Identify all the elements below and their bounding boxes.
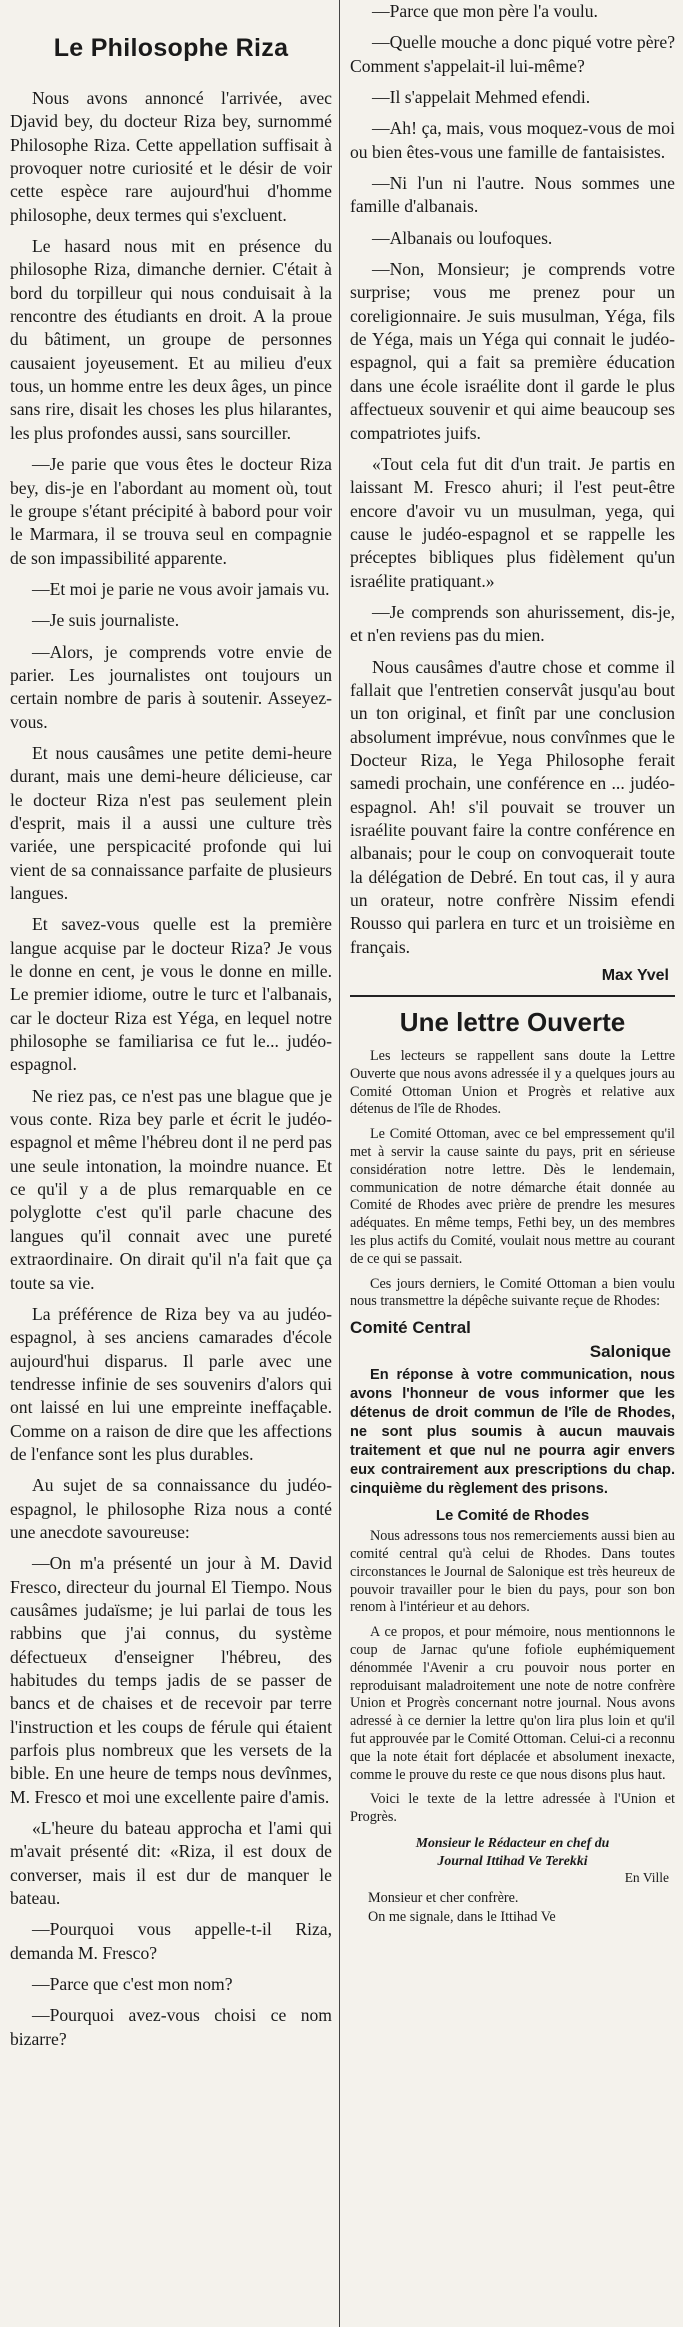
paragraph: —On m'a présenté un jour à M. David Fresco, directeur du journal El Tiempo. Nous causâmes judaïsme; je lui parlai de tous les rabbins que j'ai connus, du système défectueux d'enseigner l'hébreu, des habitudes du temps jadis de se passer de bancs et de chaises et de recevoir par terre l'instruction et les coups de férule qui étaient parfois plus nombreux que les versets de la bible. En une heure de temps nous devînmes, M. Fresco et moi une excellente paire d'amis. bbox=[10, 1553, 332, 1807]
letter-salutation: Monsieur et cher confrère. bbox=[368, 1889, 519, 1906]
paragraph: —Quelle mouche a donc piqué votre père? Comment s'appelait-il lui-même? bbox=[350, 32, 675, 76]
author-signature: Max Yvel bbox=[601, 967, 669, 985]
telegram-signature: Le Comité de Rhodes bbox=[435, 1507, 590, 1525]
paragraph: Les lecteurs se rappellent sans doute la Lettre Ouverte que nous avons adressée il y a quelques jours au Comité Ottoman Union et Progrès et relative aux détenus de l'île de Rhodes. bbox=[350, 1048, 675, 1118]
paragraph: —Je parie que vous êtes le docteur Riza bey, dis-je en l'abordant au moment où, tout le groupe s'étant précipité à babord pour voir le Marmara, il se trouva seul en compagnie de son impassibilité apparente. bbox=[10, 454, 332, 568]
paragraph: A ce propos, et pour mémoire, nous mentionnons le coup de Jarnac qu'une fofiole euphémiquement dénommée l'Avenir a cru pouvoir nous porter en reproduisant maladroitement une note de notre confrère Union et Progrès concernant notre journal. Nous avons adressé à ce dernier la lettre qu'on lira plus loin et qu'il fut approuvée par le Comité Ottoman. Celui-ci a reconnu que la note était fort déplacée et absolument inexacte, comme le prouve du reste ce que nous disons plus haut. bbox=[350, 1624, 675, 1783]
paragraph: —Pourquoi avez-vous choisi ce nom bizarre? bbox=[10, 2005, 332, 2049]
letter-address-place: En Ville bbox=[624, 1869, 669, 1885]
section-rule bbox=[350, 995, 675, 997]
paragraph: —Il s'appelait Mehmed efendi. bbox=[372, 87, 591, 108]
paragraph: Ces jours derniers, le Comité Ottoman a bien voulu nous transmettre la dépêche suivante reçue de Rhodes: bbox=[350, 1275, 675, 1310]
paragraph: Nous adressons tous nos remerciements aussi bien au comité central qu'à celui de Rhodes. Dans toutes circonstances le Journal de Salonique est très heureux de pouvoir travailler pour le bien du pays, pour son bon renom à l'intérieur et au dehors. bbox=[350, 1528, 675, 1616]
telegram-place: Salonique bbox=[589, 1342, 671, 1362]
paragraph: Voici le texte de la lettre adressée à l'Union et Progrès. bbox=[350, 1791, 675, 1826]
paragraph: —Albanais ou loufoques. bbox=[372, 227, 553, 248]
paragraph: La préférence de Riza bey va au judéo-espagnol, à ses anciens camarades d'école aujourd'hui disparus. Il parle avec une tendresse infinie de ses souvenirs d'alors qui ont laissé en lui une empreinte ineffaçable. Comme on a raison de dire que les affections de l'enfance sont les plus durables. bbox=[10, 1303, 332, 1464]
paragraph: Au sujet de sa connaissance du judéo-espagnol, le philosophe Riza nous a conté une anecdote savoureuse: bbox=[10, 1475, 332, 1542]
paragraph: —Parce que mon père l'a voulu. bbox=[372, 1, 598, 21]
letter-address-line: Journal Ittihad Ve Terekki bbox=[437, 1852, 588, 1868]
paragraph: «L'heure du bateau approcha et l'ami qui m'avait présenté dit: «Riza, il est doux de converser, mais il est dur de manquer le bateau. bbox=[10, 1818, 332, 1909]
column-divider bbox=[339, 0, 340, 2327]
paragraph: Ne riez pas, ce n'est pas une blague que je vous conte. Riza bey parle et écrit le judéo-espagnol et même l'hébreu dont il ne perd pas une seule intonation, la moindre nuance. Et ce qu'il y a de plus remarquable en ce polyglotte c'est qu'il parle chacune des langues qu'il connait avec une pureté extraordinaire. On dirait qu'il n'a fait que ça toute sa vie. bbox=[10, 1085, 332, 1293]
paragraph: —Alors, je comprends votre envie de parier. Les journalistes ont toujours un certain nombre de paris à soutenir. Asseyez-vous. bbox=[10, 641, 332, 732]
paragraph: «Tout cela fut dit d'un trait. Je partis en laissant M. Fresco ahuri; il l'est peut-être encore d'avoir vu un musulman, yega, qui cause le judéo-espagnol et se rappelle les préceptes bibliques plus fidèlement qu'un israélite pratiquant.» bbox=[350, 453, 675, 591]
paragraph: —Et moi je parie ne vous avoir jamais vu. bbox=[32, 578, 330, 599]
paragraph: —Ni l'un ni l'autre. Nous sommes une famille d'albanais. bbox=[350, 173, 675, 217]
paragraph: —Pourquoi vous appelle-t-il Riza, demanda M. Fresco? bbox=[10, 1919, 332, 1963]
telegram-heading: Comité Central bbox=[350, 1318, 471, 1338]
paragraph: —Je comprends son ahurissement, dis-je, et n'en reviens pas du mien. bbox=[350, 601, 675, 646]
paragraph: Le hasard nous mit en présence du philosophe Riza, dimanche dernier. C'était à bord du torpilleur qui nous conduisait à la rencontre des étudiants en droit. A la proue du bâtiment, un groupe de personnes causaient joyeusement. Et au milieu d'eux tous, un homme entre les deux âges, un pince sans rire, disait les choses les plus hilarantes, les plus profondes aussi, sans sourciller. bbox=[10, 236, 332, 443]
paragraph: —Non, Monsieur; je comprends votre surprise; vous me prenez pour un coreligionnaire. Je suis musulman, Yéga, fils de Yéga, mais un Yéga qui connait le judéo-espagnol, qui a fait sa première éducation dans une école israélite dont il garde le plus affectueux souvenir et qui aime beaucoup ses compatriotes juifs. bbox=[350, 259, 675, 443]
right-column bbox=[350, 0, 675, 2327]
letter-address-line: Monsieur le Rédacteur en chef du bbox=[415, 1834, 610, 1850]
article-title: Le Philosophe Riza bbox=[53, 34, 289, 62]
paragraph: Nous avons annoncé l'arrivée, avec Djavid bey, du docteur Riza bey, surnommé Philosophe Riza. Cette appellation suffisait à provoquer notre curiosité et le désir de voir cette espèce rare aujourd'hui d'homme philosophe, deux termes qui s'excluent. bbox=[10, 88, 332, 225]
paragraph: —Parce que c'est mon nom? bbox=[32, 1974, 233, 1995]
paragraph: —Ah! ça, mais, vous moquez-vous de moi ou bien êtes-vous une famille de fantaisistes. bbox=[350, 118, 675, 162]
left-column bbox=[10, 0, 332, 2327]
telegram-body: En réponse à votre communication, nous avons l'honneur de vous informer que les détenus de droit commun de l'île de Rhodes, ne sont plus soumis à aucun mauvais traitement et que nul ne pourra agir envers eux contrairement aux prescriptions du chap. cinquième du règlement des prisons. bbox=[350, 1367, 675, 1498]
paragraph: Et savez-vous quelle est la première langue acquise par le docteur Riza? Je vous le donne en cent, je vous le donne en mille. Le premier idiome, outre le turc et l'albanais, car le docteur Riza est Yéga, en lequel notre philosophe se familiarisa ce fut le... judéo-espagnol. bbox=[10, 914, 332, 1075]
paragraph: Et nous causâmes une petite demi-heure durant, mais une demi-heure délicieuse, car le docteur Riza n'est pas seulement plein d'esprit, mais il a aussi une culture très variée, une perspicacité profonde qui lui vient de sa connaissance parfaite de plusieurs langues. bbox=[10, 742, 332, 903]
paragraph: Nous causâmes d'autre chose et comme il fallait que l'entretien conservât jusqu'au bout un ton original, et finît par une conclusion absolument imprévue, nous convînmes que le Docteur Riza, le Yega Philosophe ferait samedi prochain, une conférence en ... judéo-espagnol. Ah! s'il pouvait se trouver un israélite pouvant faire la contre conférence en albanais; pour le coup on convoquerait toute la délégation de Debré. En tout cas, il y aura un orateur, notre confrère Nissim efendi Rousso qui parlera en turc et un troisième en français. bbox=[350, 656, 675, 957]
paragraph: Le Comité Ottoman, avec ce bel empressement qu'il met à servir la cause sainte du pays, prit en sérieuse considération notre lettre. Dès le lendemain, communication de notre démarche était donnée au Comité de Rhodes avec prière de prendre les mesures adéquates. En même temps, Fethi bey, un des membres les plus actifs du Comité, voulait nous mettre au courant de ce qui se passait. bbox=[350, 1126, 675, 1267]
paragraph: —Je suis journaliste. bbox=[32, 610, 180, 631]
article-title-2: Une lettre Ouverte bbox=[399, 1007, 626, 1038]
letter-last-line: On me signale, dans le Ittihad Ve bbox=[368, 1908, 556, 1925]
